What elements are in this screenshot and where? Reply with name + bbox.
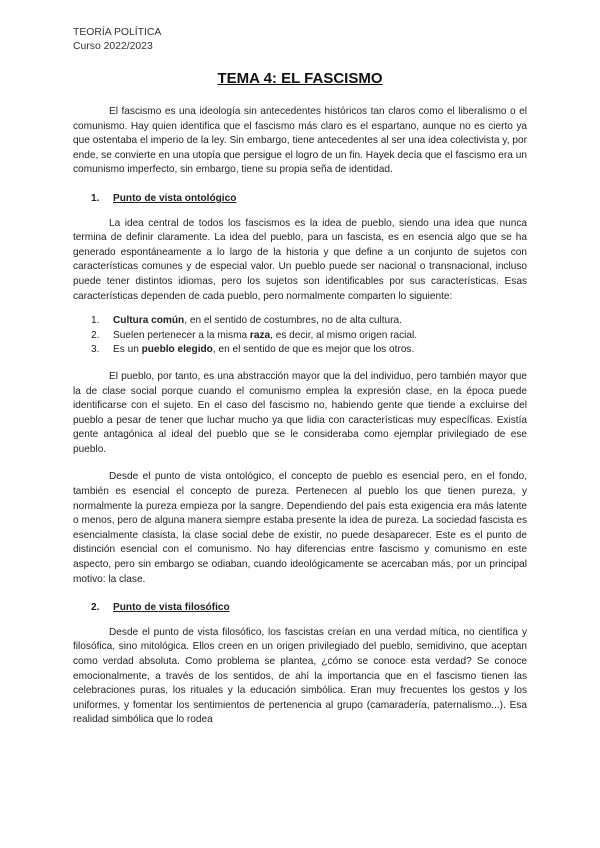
list-item-bold: pueblo elegido (141, 344, 213, 356)
list-item-number: 2. (91, 329, 100, 341)
list-item-number: 1. (91, 315, 100, 327)
characteristics-list (91, 314, 527, 358)
list-item (91, 343, 527, 358)
section-2-paragraph-1: Desde el punto de vista filosófico, los fascistas creían en una verdad mítica, no científica y filosófica, sino mitológica. Ellos creen en un origen privilegiado del pueblo, semidivino, que aceptan como verdad absoluta. Como problema se plantea, ¿cómo se conoce esta verdad? Se conoce emocionalmente, a través de los sentidos, de ahí la importancia que en el fascismo tienen las celebraciones puras, los rituales y la educación simbólica. Eran muy frecuentes los gestos y los uniformes, y fomentar los sentimientos de pertenencia al grupo (camaradería, paternalismo...). Esa realidad simbólica que lo rodea (73, 626, 527, 726)
list-item-pre: Es un (113, 344, 142, 356)
header-course-name: TEORÍA POLÍTICA (73, 27, 162, 38)
list-item-post: , en el sentido de costumbres, no de alta cultura. (184, 315, 402, 327)
list-item-bold: Cultura común (113, 315, 185, 327)
section-2-title: Punto de vista filosófico (113, 602, 230, 614)
section-1-paragraph-2: El pueblo, por tanto, es una abstracción mayor que la del individuo, pero también mayor que la de clase social porque cuando el comunismo emplea la expresión clase, en la época puede identificarse con el sujeto. En el caso del fascismo no, habiendo gente que tiende a excluirse del pueblo a pesar de tener que luchar mucho ya que lidia con características muy específicas. Existía gente antagónica al ideal del pueblo que se le consideraba como ejemplar privilegiado de ese pueblo. (73, 370, 527, 455)
intro-paragraph: El fascismo es una ideología sin antecedentes históricos tan claros como el liberalismo o el comunismo. Hay quien identifica que el fascismo más claro es el espartano, aunque no es cierto ya que ostentaba el imperio de la ley. Sin embargo, tiene antecedentes al ser una idea colectivista y, por ende, se convierte en una utopía que persigue el logro de un fin. Hayek decía que el fascismo era un comunismo imperfecto, sin embargo, tiene su propia seña de identidad. (73, 106, 527, 176)
paragraph-spacer (73, 457, 527, 470)
section-1-paragraph-1: La idea central de todos los fascismos es la idea de pueblo, siendo una idea que nunca termina de definir claramente. La idea del pueblo, para un fascista, es en esencia algo que se ha generado espontáneamente a lo largo de la historia y que define a un conjunto de sujetos con características comunes y de especial valor. Un pueblo puede ser nacional o transnacional, incluso puede tener distintos idiomas, pero los sujetos son identificables por sus características. Esas características dependen de cada pueblo, pero normalmente comparten lo siguiente: (73, 217, 527, 302)
header-course-year: Curso 2022/2023 (73, 40, 153, 52)
section-2-heading (91, 601, 527, 616)
section-1-heading (91, 192, 527, 207)
list-item-post: , es decir, al mismo origen racial. (270, 329, 418, 341)
section-1-number: 1. (91, 192, 100, 204)
document-title: TEMA 4: EL FASCISMO (217, 70, 383, 87)
list-item-bold: raza (249, 329, 271, 341)
list-item-number: 3. (91, 344, 100, 356)
section-1-paragraph-3: Desde el punto de vista ontológico, el concepto de pueblo es esencial pero, en el fondo, también es esencial el concepto de pureza. Pertenecen al pueblo los que tienen pureza, y normalmente la pureza empieza por la sangre. Dependiendo del país esta exigencia era más latente o menos, pero de alguna manera siempre estaba presente la idea de pureza. La sociedad fascista es esencialmente clasista, la clase social debe de existir, no puede desaparecer. Este es el punto de distinción esencial con el comunismo. No hay diferencias entre fascismo y comunismo en este aspecto, pero sin embargo se odiaban, cuando ideológicamente se acercaban más, por un principal motivo: la clase. (73, 471, 527, 585)
section-1-title: Punto de vista ontológico (113, 192, 237, 204)
list-item-post: , en el sentido de que es mejor que los otros. (212, 344, 415, 356)
list-item (91, 314, 527, 329)
list-item (91, 329, 527, 344)
list-item-text (113, 329, 417, 344)
list-item-text (113, 343, 414, 358)
list-item-text (113, 314, 402, 329)
list-item-pre: Suelen pertenecer a la misma (113, 329, 250, 341)
section-2-number: 2. (91, 602, 100, 614)
